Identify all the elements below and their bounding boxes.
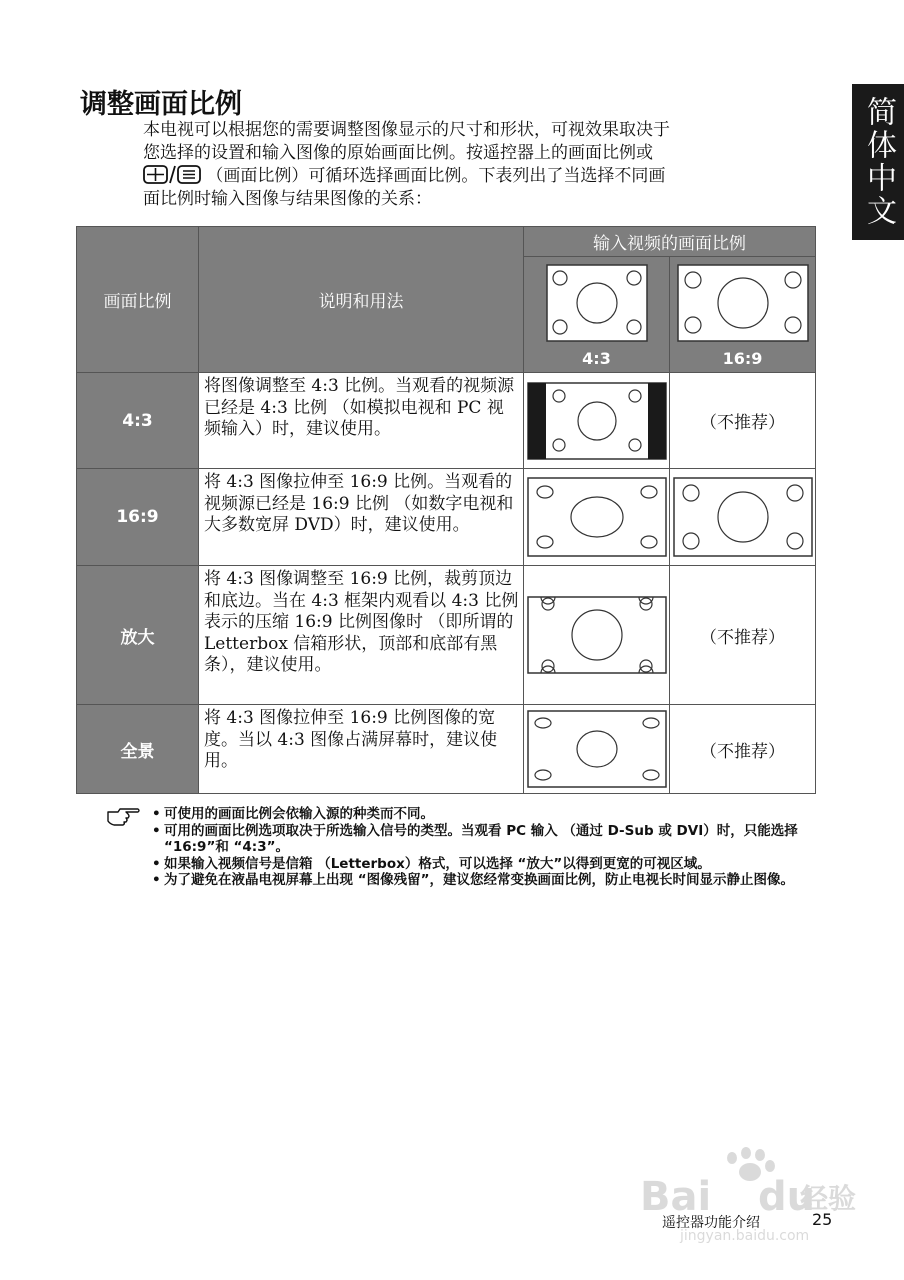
panorama-image [527,710,667,788]
input-16-9-image [677,264,809,342]
intro-line-1: 本电视可以根据您的需要调整图像显示的尺寸和形状，可视效果取决于 [143,120,670,140]
row-desc-panorama: 将 4:3 图像拉伸至 16:9 比例图像的宽度。当以 4:3 图像占满屏幕时，建议使用。 [199,705,524,794]
row-desc-16-9: 将 4:3 图像拉伸至 16:9 比例。当观看的视频源已经是 16:9 比例 （如数字电视和大多数宽屏 DVD）时，建议使用。 [199,469,524,566]
notes-list [152,806,806,889]
note-item: • 可使用的画面比例会依输入源的种类而不同。 [152,806,806,823]
header-ratio: 画面比例 [77,227,199,373]
watermark-url: jingyan.baidu.com [680,1228,810,1244]
note-item: • 可用的画面比例选项取决于所选输入信号的类型。当观看 PC 输入 （通过 D-Sub 或 DVI）时，只能选择 “16:9”和 “4:3”。 [152,823,806,856]
native-16-9-image [673,477,813,557]
footer-section-title: 遥控器功能介绍 [662,1215,760,1231]
row-label-panorama: 全景 [77,705,199,794]
not-recommended-panorama: （不推荐） [670,705,816,794]
input-16-9-label: 16:9 [722,349,763,368]
language-tab-label: 简体中文 [861,96,896,228]
intro-line-3 [143,165,813,188]
watermark-brand-2: du [758,1174,816,1220]
stretched-image [527,477,667,557]
note-item: • 如果输入视频信号是信箱 （Letterbox）格式，可以选择 “放大”以得到更宽的可视区域。 [152,856,806,873]
row-desc-4-3: 将图像调整至 4:3 比例。当观看的视频源已经是 4:3 比例 （如模拟电视和 PC 视频输入）时，建议使用。 [199,373,524,469]
aspect-ratio-table [76,226,816,794]
pointing-hand-icon [106,806,142,828]
result-zoom-from-4-3 [524,566,670,705]
watermark-brand: Bai [640,1174,712,1220]
result-16-9-from-16-9 [670,469,816,566]
intro-line-2: 您选择的设置和输入图像的原始画面比例。按遥控器上的画面比例或 [143,143,653,163]
input-4-3-cell [524,257,670,373]
row-label-16-9: 16:9 [77,469,199,566]
input-4-3-image [546,264,648,342]
row-label-zoom: 放大 [77,566,199,705]
intro-line-4: 面比例时输入图像与结果图像的关系： [143,189,432,209]
row-label-4-3: 4:3 [77,373,199,469]
note-item: • 为了避免在液晶电视屏幕上出现 “图像残留”，建议您经常变换画面比例，防止电视长时间显示静止图像。 [152,872,806,889]
pillarbox-image [527,382,667,460]
intro-paragraph [143,119,813,211]
page-title: 调整画面比例 [80,89,242,120]
language-tab [852,84,904,240]
row-desc-zoom: 将 4:3 图像调整至 16:9 比例，裁剪顶边和底边。当在 4:3 框架内观看以 4:3 比例表示的压缩 16:9 比例图像时 （即所谓的 Letterbox 信箱形状，顶部和底部有黑条），建议使用。 [199,566,524,705]
notes-section [106,806,806,889]
aspect-ratio-remote-icon [143,165,201,184]
input-16-9-cell [670,257,816,373]
intro-line-3-text: （画面比例）可循环选择画面比例。下表列出了当选择不同画 [201,166,666,186]
result-4-3-from-4-3 [524,373,670,469]
page-number: 25 [812,1210,833,1229]
header-description: 说明和用法 [199,227,524,373]
not-recommended-zoom: （不推荐） [670,566,816,705]
not-recommended-4-3: （不推荐） [670,373,816,469]
zoom-image [527,585,667,685]
result-panorama-from-4-3 [524,705,670,794]
result-16-9-from-4-3 [524,469,670,566]
watermark-brand-cn: 经验 [800,1182,857,1215]
header-input-ratio: 输入视频的画面比例 [524,227,816,257]
input-4-3-label: 4:3 [582,349,611,368]
